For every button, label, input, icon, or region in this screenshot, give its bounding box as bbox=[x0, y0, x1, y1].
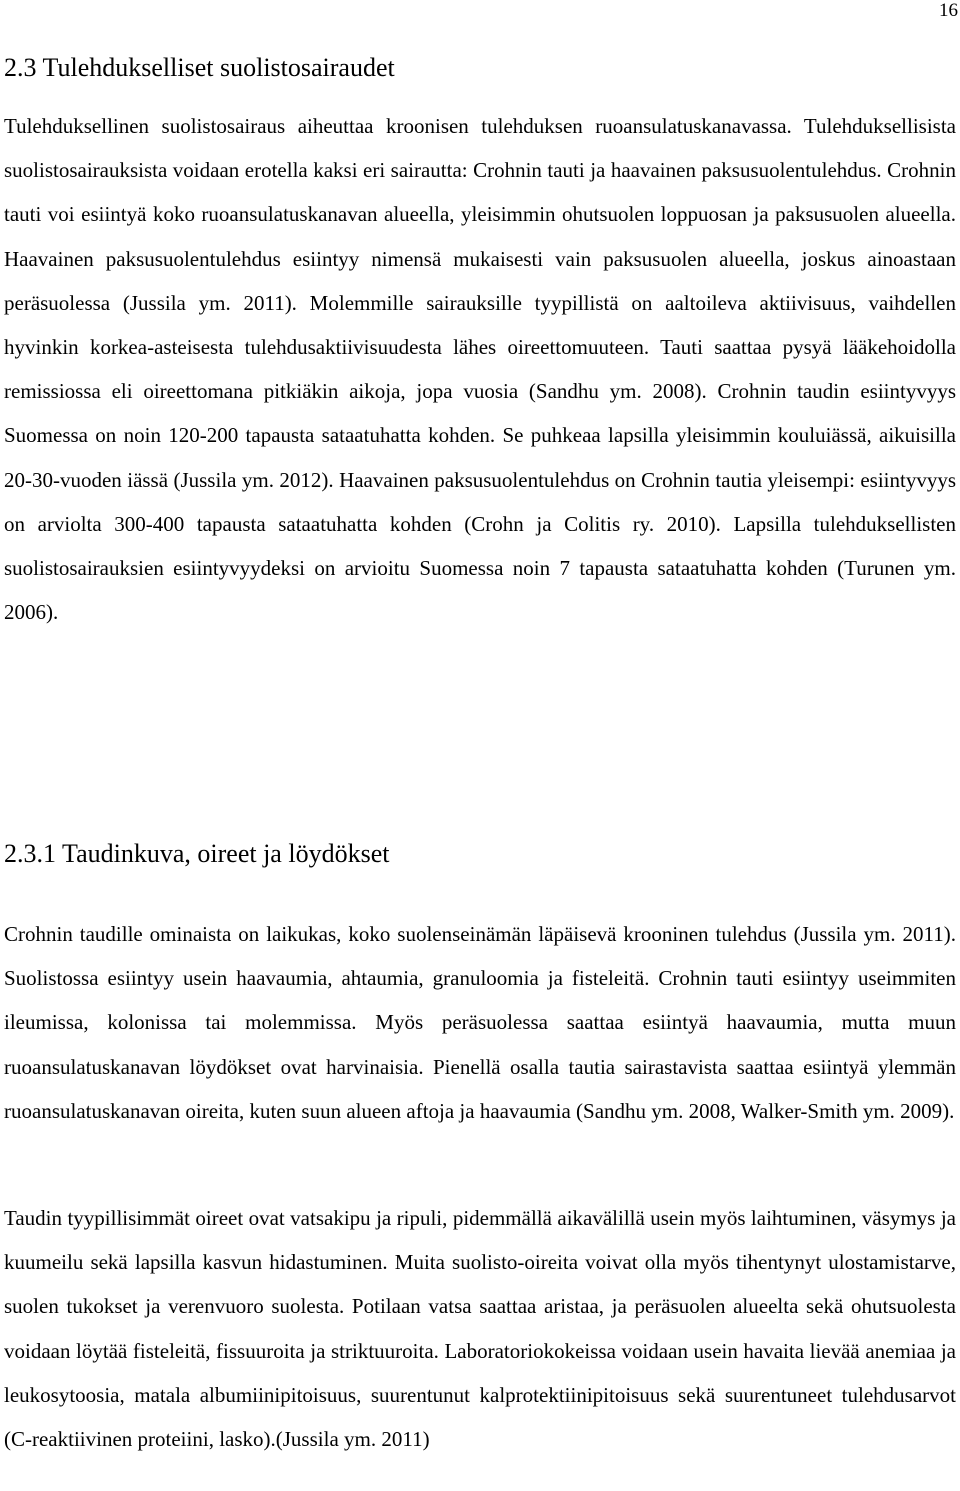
subsection-paragraph-2: Taudin tyypillisimmät oireet ovat vatsakipu ja ripuli, pidemmällä aikavälillä usein myös laihtuminen, väsymys ja kuumeilu sekä lapsilla kasvun hidastuminen. Muita suolisto-oireita voivat olla myös tihentynyt ulostamistarve, suolen tukokset ja verenvuoro suolesta. Potilaan vatsa saattaa aristaa, ja peräsuolen alueelta sekä ohutsuolesta voidaan löytää fisteleitä, fissuuroita ja striktuuroita. Laboratoriokokeissa voidaan usein havaita lievää anemiaa ja leukosytoosia, matala albumiinipitoisuus, suurentunut kalprotektiinipitoisuus sekä suurentuneet tulehdusarvot (C-reaktiivinen proteiini, lasko).(Jussila ym. 2011) bbox=[4, 1206, 956, 1452]
page-number: 16 bbox=[939, 0, 958, 21]
subsection-paragraph-1: Crohnin taudille ominaista on laikukas, koko suolenseinämän läpäisevä krooninen tulehdus (Jussila ym. 2011). Suolistossa esiintyy usein haavaumia, ahtaumia, granuloomia ja fisteleitä. Crohnin tauti esiintyy useimmiten ileumissa, kolonissa tai molemmissa. Myös peräsuolessa saattaa esiintyä haavaumia, mutta muun ruoansulatuskanavan löydökset ovat harvinaisia. Pienellä osalla tautia sairastavista saattaa esiintyä ylemmän ruoansulatuskanavan oireita, kuten suun alueen aftoja ja haavaumia (Sandhu ym. 2008, Walker-Smith ym. 2009). bbox=[4, 922, 956, 1123]
section-heading: 2.3 Tulehdukselliset suolistosairaudet bbox=[4, 53, 395, 82]
subsection-heading: 2.3.1 Taudinkuva, oireet ja löydökset bbox=[4, 839, 390, 868]
section-paragraph: Tulehduksellinen suolistosairaus aiheuttaa kroonisen tulehduksen ruoansulatuskanavassa. Tulehduksellisista suolistosairauksista voidaan erotella kaksi eri sairautta: Crohnin tauti ja haavainen paksusuolentulehdus. Crohnin tauti voi esiintyä koko ruoansulatuskanavan alueella, yleisimmin ohutsuolen loppuosan ja paksusuolen alueella. Haavainen paksusuolentulehdus esiintyy nimensä mukaisesti vain paksusuolen alueella, joskus ainoastaan peräsuolessa (Jussila ym. 2011). Molemmille sairauksille tyypillistä on aaltoileva aktiivisuus, vaihdellen hyvinkin korkea-asteisesta tulehdusaktiivisuudesta lähes oireettomuuteen. Tauti saattaa pysyä lääkehoidolla remissiossa eli oireettomana pitkiäkin aikoja, jopa vuosia (Sandhu ym. 2008). Crohnin taudin esiintyvyys Suomessa on noin 120-200 tapausta sataatuhatta kohden. Se puhkeaa lapsilla yleisimmin kouluiässä, aikuisilla 20-30-vuoden iässä (Jussila ym. 2012). Haavainen paksusuolentulehdus on Crohnin tautia yleisempi: esiintyvyys on arviolta 300-400 tapausta sataatuhatta kohden (Crohn ja Colitis ry. 2010). Lapsilla tulehduksellisten suolistosairauksien esiintyvyydeksi on arvioitu Suomessa noin 7 tapausta sataatuhatta kohden (Turunen ym. 2006). bbox=[4, 114, 956, 625]
